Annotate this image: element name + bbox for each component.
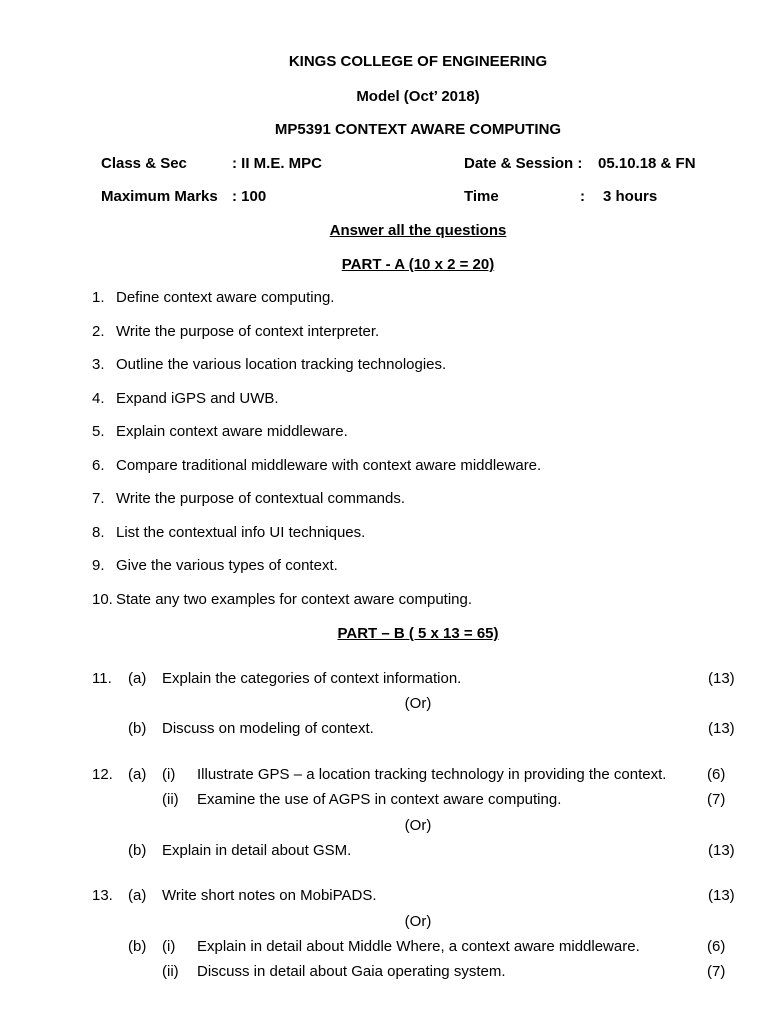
q12-number: 12. <box>92 766 113 783</box>
q11-number: 11. <box>92 670 112 687</box>
q12-b-marks: (13) <box>708 842 735 859</box>
question-number: 1. <box>92 289 105 306</box>
date-label: Date & Session : <box>464 155 583 172</box>
q13-b-ii-marks: (7) <box>707 963 726 980</box>
q11-b-label: (b) <box>128 720 147 737</box>
q12-a-ii-label: (ii) <box>162 791 179 808</box>
q12-or: (Or) <box>404 817 432 834</box>
q13-b-ii-text: Discuss in detail about Gaia operating system. <box>197 963 506 980</box>
time-value: 3 hours <box>603 188 658 205</box>
time-label: Time <box>464 188 499 205</box>
q12-a-i-label: (i) <box>162 766 176 783</box>
question-number: 9. <box>92 557 105 574</box>
question-text: Expand iGPS and UWB. <box>116 390 279 407</box>
q11-b-marks: (13) <box>708 720 735 737</box>
q12-b-text: Explain in detail about GSM. <box>162 842 352 859</box>
question-number: 5. <box>92 423 105 440</box>
q13-a-label: (a) <box>128 887 147 904</box>
question-text: Compare traditional middleware with context aware middleware. <box>116 457 542 474</box>
q11-a-marks: (13) <box>708 670 735 687</box>
question-number: 7. <box>92 490 105 507</box>
q12-a-label: (a) <box>128 766 147 783</box>
q12-b-label: (b) <box>128 842 147 859</box>
time-colon: : <box>580 188 585 205</box>
q11-a-label: (a) <box>128 670 147 687</box>
instruction: Answer all the questions <box>329 222 507 239</box>
question-number: 4. <box>92 390 105 407</box>
question-text: Write the purpose of contextual commands. <box>116 490 406 507</box>
q13-b-i-text: Explain in detail about Middle Where, a context aware middleware. <box>197 938 640 955</box>
q13-b-i-marks: (6) <box>707 938 726 955</box>
q11-b-text: Discuss on modeling of context. <box>162 720 374 737</box>
marks-value: : 100 <box>232 188 267 205</box>
q13-b-i-label: (i) <box>162 938 176 955</box>
exam-title: Model (Oct’ 2018) <box>356 88 480 105</box>
q13-b-ii-label: (ii) <box>162 963 179 980</box>
question-text: List the contextual info UI techniques. <box>116 524 366 541</box>
class-value: : II M.E. MPC <box>232 155 322 172</box>
q13-or: (Or) <box>404 913 432 930</box>
q12-a-i-marks: (6) <box>707 766 726 783</box>
part-b-title: PART – B ( 5 x 13 = 65) <box>337 625 499 642</box>
question-text: Define context aware computing. <box>116 289 335 306</box>
date-value: 05.10.18 & FN <box>598 155 696 172</box>
q13-a-marks: (13) <box>708 887 735 904</box>
class-label: Class & Sec <box>101 155 187 172</box>
part-a-title: PART - A (10 x 2 = 20) <box>341 256 495 273</box>
college-name: KINGS COLLEGE OF ENGINEERING <box>288 53 548 70</box>
question-number: 3. <box>92 356 105 373</box>
question-text: Give the various types of context. <box>116 557 338 574</box>
q13-a-text: Write short notes on MobiPADS. <box>162 887 377 904</box>
q13-b-label: (b) <box>128 938 147 955</box>
question-number: 8. <box>92 524 105 541</box>
question-text: Outline the various location tracking technologies. <box>116 356 447 373</box>
q12-a-ii-marks: (7) <box>707 791 726 808</box>
subject-title: MP5391 CONTEXT AWARE COMPUTING <box>274 121 562 138</box>
question-text: Explain context aware middleware. <box>116 423 348 440</box>
question-number: 10. <box>92 591 113 608</box>
q11-a-text: Explain the categories of context information. <box>162 670 462 687</box>
marks-label: Maximum Marks <box>101 188 218 205</box>
question-number: 6. <box>92 457 105 474</box>
q11-or: (Or) <box>404 695 432 712</box>
question-number: 2. <box>92 323 105 340</box>
question-text: State any two examples for context aware computing. <box>116 591 473 608</box>
question-text: Write the purpose of context interpreter. <box>116 323 380 340</box>
q12-a-i-text: Illustrate GPS – a location tracking technology in providing the context. <box>197 766 667 783</box>
q13-number: 13. <box>92 887 113 904</box>
q12-a-ii-text: Examine the use of AGPS in context aware computing. <box>197 791 562 808</box>
